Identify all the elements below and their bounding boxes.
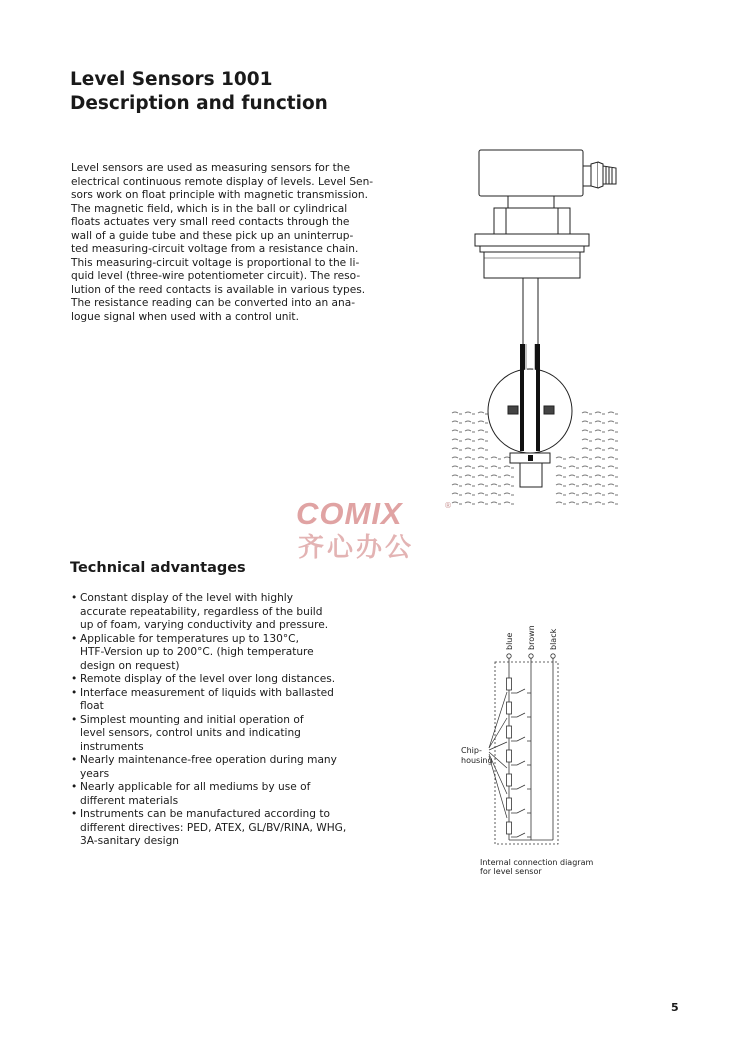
advantage-line: level sensors, control units and indicating bbox=[80, 727, 301, 739]
chip-housing-outline bbox=[495, 662, 558, 844]
wire-label-brown: brown bbox=[527, 625, 536, 650]
advantage-line: different directives: PED, ATEX, GL/BV/RINA, WHG, bbox=[80, 821, 347, 834]
chip-label-line-2: housing bbox=[461, 756, 493, 765]
wire-label-blue: blue bbox=[505, 632, 514, 650]
reed-contact bbox=[511, 689, 531, 693]
level-sensor-drawing bbox=[448, 148, 618, 508]
page-number: 5 bbox=[671, 1001, 679, 1014]
reed-contact bbox=[511, 833, 531, 837]
description-line: Level sensors are used as measuring sensors for the bbox=[71, 162, 351, 174]
advantage-item bbox=[71, 673, 346, 687]
terminal-brown bbox=[529, 654, 533, 658]
advantage-line: • Instruments can be manufactured according to bbox=[80, 808, 330, 820]
description-line: quid level (three-wire potentiometer circuit). The reso- bbox=[71, 270, 361, 282]
advantage-line: • Constant display of the level with highly bbox=[80, 592, 294, 604]
connection-diagram bbox=[455, 620, 600, 882]
advantage-line: • Interface measurement of liquids with ballasted bbox=[80, 686, 334, 699]
watermark-chinese: 齐心办公 bbox=[298, 533, 415, 560]
resistor bbox=[507, 678, 512, 690]
advantage-line: • Applicable for temperatures up to 130°C, bbox=[80, 632, 299, 645]
thread bbox=[484, 252, 580, 278]
advantage-line: • Nearly maintenance-free operation during many bbox=[80, 754, 337, 766]
advantage-line: accurate repeatability, regardless of the build bbox=[80, 605, 323, 618]
advantages-list bbox=[71, 592, 346, 849]
reed-contact bbox=[511, 809, 531, 813]
resistor bbox=[507, 702, 512, 714]
reed-contact bbox=[511, 785, 531, 789]
description-line: The magnetic field, which is in the ball or cylindrical bbox=[71, 202, 348, 215]
description-line: electrical continuous remote display of levels. Level Sen- bbox=[71, 175, 374, 188]
advantage-item bbox=[71, 781, 346, 808]
float-ball bbox=[488, 369, 572, 453]
diagram-caption-line-2: for level sensor bbox=[480, 867, 542, 876]
advantage-line: • Remote display of the level over long distances. bbox=[80, 673, 336, 685]
advantage-item bbox=[71, 754, 346, 781]
resistor bbox=[507, 822, 512, 834]
advantage-line: HTF-Version up to 200°C. (high temperature bbox=[80, 646, 314, 658]
hex-nut bbox=[494, 208, 570, 234]
description-line: This measuring-circuit voltage is proportional to the li- bbox=[71, 256, 360, 269]
diagram-caption-line-1: Internal connection diagram bbox=[480, 858, 594, 867]
description-line: logue signal when used with a control unit. bbox=[71, 310, 299, 323]
terminal-blue bbox=[507, 654, 511, 658]
advantage-item bbox=[71, 808, 346, 849]
advantage-line: design on request) bbox=[80, 659, 180, 672]
advantage-line: • Nearly applicable for all mediums by use of bbox=[80, 781, 311, 793]
advantage-line: float bbox=[80, 700, 104, 712]
description-line: ted measuring-circuit voltage from a resistance chain. bbox=[71, 243, 359, 255]
terminal-black bbox=[551, 654, 555, 658]
title-line-1: Level Sensors 1001 bbox=[70, 69, 273, 90]
description-line: sors work on float principle with magnetic transmission. bbox=[71, 189, 368, 201]
description-line: wall of a guide tube and these pick up an uninterrup- bbox=[71, 229, 354, 242]
description-line: lution of the reed contacts is available in various types. bbox=[71, 283, 366, 296]
advantage-item bbox=[71, 633, 346, 674]
advantage-line: up of foam, varying conductivity and pressure. bbox=[80, 619, 329, 631]
resistor bbox=[507, 798, 512, 810]
description-line: The resistance reading can be converted into an ana- bbox=[71, 297, 356, 309]
advantages-heading: Technical advantages bbox=[70, 560, 246, 576]
advantage-item bbox=[71, 714, 346, 755]
watermark-brand: COMIX bbox=[296, 496, 403, 531]
description-paragraph bbox=[71, 162, 381, 324]
watermark-logo bbox=[296, 494, 456, 560]
reed-contact bbox=[511, 737, 531, 741]
watermark-registered: ® bbox=[444, 501, 452, 510]
advantage-line: • Simplest mounting and initial operation of bbox=[80, 713, 304, 726]
resistor bbox=[507, 750, 512, 762]
advantage-line: instruments bbox=[80, 740, 144, 753]
chip-label-line-1: Chip- bbox=[461, 746, 482, 755]
cable-gland bbox=[583, 162, 616, 188]
wire-label-black: black bbox=[549, 628, 558, 650]
reed-contact bbox=[511, 761, 531, 765]
flange bbox=[475, 234, 589, 246]
resistor-chain bbox=[507, 678, 532, 837]
resistor bbox=[507, 726, 512, 738]
resistor bbox=[507, 774, 512, 786]
advantage-line: different materials bbox=[80, 794, 179, 807]
description-line: floats actuates very small reed contacts through the bbox=[71, 216, 350, 228]
page-title bbox=[70, 68, 328, 116]
sensor-housing bbox=[479, 150, 583, 196]
advantage-line: 3A-sanitary design bbox=[80, 835, 180, 847]
title-line-2: Description and function bbox=[70, 93, 328, 114]
advantage-line: years bbox=[80, 767, 110, 780]
advantage-item bbox=[71, 687, 346, 714]
advantage-item bbox=[71, 592, 346, 633]
reed-contact bbox=[511, 713, 531, 717]
chip-leader-lines bbox=[489, 692, 507, 818]
